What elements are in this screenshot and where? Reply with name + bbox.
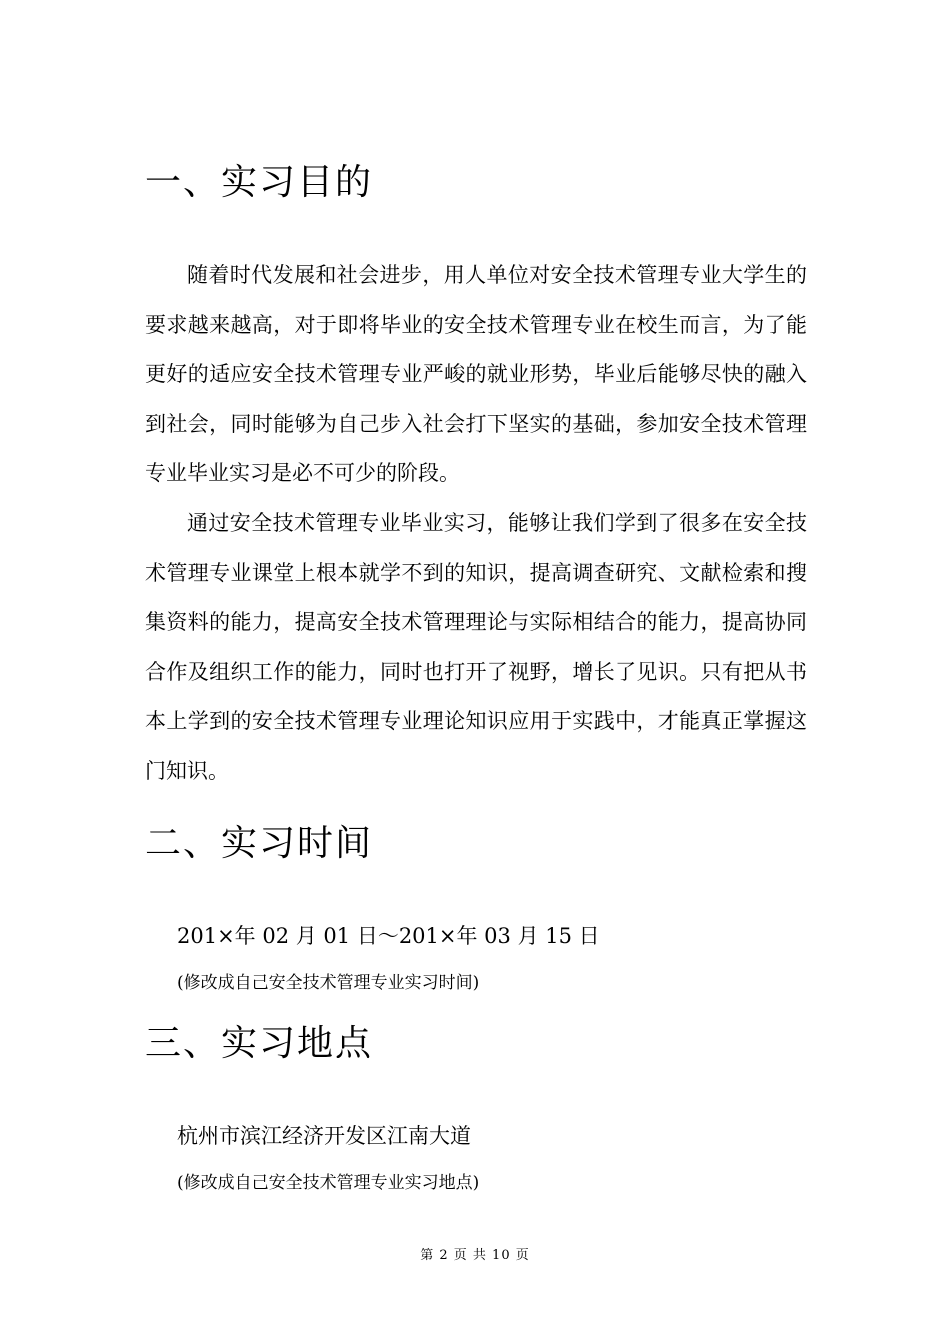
- internship-location: 杭州市滨江经济开发区江南大道: [177, 1124, 471, 1148]
- internship-location-note: (修改成自己安全技术管理专业实习地点): [177, 1173, 480, 1193]
- section-heading-purpose: 一、实习目的: [145, 162, 374, 203]
- section-heading-location: 三、实习地点: [145, 1023, 374, 1064]
- section-heading-time: 二、实习时间: [145, 823, 374, 864]
- page-number-footer: 第 2 页 共 10 页: [420, 1248, 530, 1263]
- internship-time-note: (修改成自己安全技术管理专业实习时间): [177, 973, 480, 993]
- purpose-paragraph-2: 通过安全技术管理专业毕业实习，能够让我们学到了很多在安全技术管理专业课堂上根本就学不到的知识，提高调查研究、文献检索和搜集资料的能力，提高安全技术管理理论与实际相结合的能力，提高协同合作及组织工作的能力，同时也打开了视野，增长了见识。只有把从书本上学到的安全技术管理专业理论知识应用于实践中，才能真正掌握这门知识。: [145, 511, 807, 783]
- internship-time: 201×年 02 月 01 日～201×年 03 月 15 日: [177, 924, 600, 948]
- purpose-paragraph-1: 随着时代发展和社会进步，用人单位对安全技术管理专业大学生的要求越来越高，对于即将毕业的安全技术管理专业在校生而言，为了能更好的适应安全技术管理专业严峻的就业形势，毕业后能够尽快的融入到社会，同时能够为自己步入社会打下坚实的基础，参加安全技术管理专业毕业实习是必不可少的阶段。: [145, 263, 807, 486]
